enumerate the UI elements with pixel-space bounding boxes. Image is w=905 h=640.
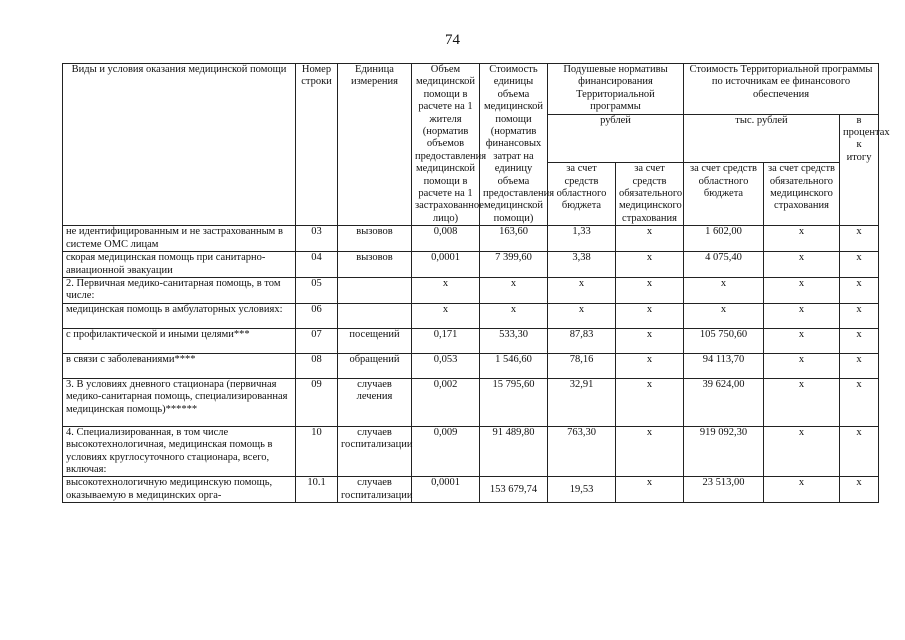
cell-pc-oms: x <box>616 426 684 477</box>
cell-cost-oms: x <box>764 477 840 503</box>
cell-kind: 4. Специализированная, в том числе высокотехнологичная, медицинская помощь в условиях круглосуточного стационара, всего, включая: <box>63 426 296 477</box>
cell-cost-budget: 919 092,30 <box>684 426 764 477</box>
cell-kind: в связи с заболеваниями**** <box>63 353 296 378</box>
cell-kind: с профилактической и иными целями*** <box>63 328 296 353</box>
cell-volume: 0,0001 <box>412 252 480 278</box>
header-regional-budget: за счет средств областного бюджета <box>548 163 616 226</box>
cell-pc-oms: x <box>616 477 684 503</box>
cell-kind: 3. В условиях дневного стационара (первичная медико-санитарная помощь, специализированная медицинская помощь)****** <box>63 378 296 426</box>
table-row <box>63 252 879 278</box>
cell-pc-budget: 78,16 <box>548 353 616 378</box>
cell-kind: 2. Первичная медико-санитарная помощь, в том числе: <box>63 277 296 303</box>
cell-unit: случаев госпитализации <box>338 426 412 477</box>
cell-row-no: 07 <box>296 328 338 353</box>
header-kind: Виды и условия оказания медицинской помощи <box>63 64 296 226</box>
cell-cost: 1 546,60 <box>480 353 548 378</box>
header-cost: Стоимость единицы объема медицинской помощи (норматив финансовых затрат на единицу объема предоставления медицинской помощи) <box>480 64 548 226</box>
cell-unit: вызовов <box>338 252 412 278</box>
cell-cost-oms: x <box>764 252 840 278</box>
cell-volume: 0,053 <box>412 353 480 378</box>
cell-cost: 533,30 <box>480 328 548 353</box>
cell-cost-budget: x <box>684 303 764 328</box>
cell-pc-oms: x <box>616 252 684 278</box>
cell-cost: 163,60 <box>480 226 548 252</box>
header-unit: Единица измерения <box>338 64 412 226</box>
cell-cost-oms: x <box>764 303 840 328</box>
cell-percent: x <box>840 277 879 303</box>
cell-kind: скорая медицинская помощь при санитарно-авиационной эвакуации <box>63 252 296 278</box>
cell-volume: x <box>412 303 480 328</box>
cell-unit: посещений <box>338 328 412 353</box>
cell-percent: x <box>840 477 879 503</box>
cell-pc-budget: 3,38 <box>548 252 616 278</box>
cell-kind: медицинская помощь в амбулаторных условиях: <box>63 303 296 328</box>
header-per-capita-group: Подушевые нормативы финансирования Территориальной программы <box>548 64 684 115</box>
table-row <box>63 303 879 328</box>
cell-unit: вызовов <box>338 226 412 252</box>
cell-volume: 0,002 <box>412 378 480 426</box>
cell-pc-budget: 87,83 <box>548 328 616 353</box>
header-cost-unit: тыс. рублей <box>684 114 840 163</box>
cell-pc-budget: x <box>548 303 616 328</box>
cell-row-no: 03 <box>296 226 338 252</box>
cell-percent: x <box>840 226 879 252</box>
cell-pc-oms: x <box>616 378 684 426</box>
table-row <box>63 426 879 477</box>
header-cost-group: Стоимость Территориальной программы по источникам ее финансового обеспечения <box>684 64 879 115</box>
cell-kind: высокотехнологичную медицинскую помощь, оказываемую в медицинских орга- <box>63 477 296 503</box>
cell-cost-oms: x <box>764 378 840 426</box>
cell-row-no: 08 <box>296 353 338 378</box>
cell-cost: x <box>480 277 548 303</box>
page-number: 74 <box>445 32 460 48</box>
cell-cost-oms: x <box>764 226 840 252</box>
cell-row-no: 04 <box>296 252 338 278</box>
cell-cost-oms: x <box>764 277 840 303</box>
table-header <box>63 64 890 226</box>
cell-pc-budget: 19,53 <box>548 477 616 503</box>
cell-pc-oms: x <box>616 277 684 303</box>
cell-cost-oms: x <box>764 328 840 353</box>
cell-volume: 0,171 <box>412 328 480 353</box>
cell-percent: x <box>840 353 879 378</box>
cell-cost-budget: 23 513,00 <box>684 477 764 503</box>
cell-unit: случаев госпитализации <box>338 477 412 503</box>
cell-unit <box>338 277 412 303</box>
cell-volume: x <box>412 277 480 303</box>
cell-row-no: 09 <box>296 378 338 426</box>
cell-volume: 0,008 <box>412 226 480 252</box>
cell-cost-budget: 39 624,00 <box>684 378 764 426</box>
cell-cost: x <box>480 303 548 328</box>
header-row-no: Номер строки <box>296 64 338 226</box>
cell-percent: x <box>840 378 879 426</box>
cell-volume: 0,0001 <box>412 477 480 503</box>
cell-percent: x <box>840 328 879 353</box>
cell-pc-budget: 32,91 <box>548 378 616 426</box>
cell-cost-budget: x <box>684 277 764 303</box>
cell-pc-oms: x <box>616 353 684 378</box>
cell-kind: не идентифицированным и не застрахованным в системе ОМС лицам <box>63 226 296 252</box>
cell-cost: 91 489,80 <box>480 426 548 477</box>
cell-pc-oms: x <box>616 303 684 328</box>
cell-row-no: 05 <box>296 277 338 303</box>
cell-volume: 0,009 <box>412 426 480 477</box>
financing-table <box>62 63 890 503</box>
cell-cost-oms: x <box>764 353 840 378</box>
header-oms-funds-cost: за счет средств обязательного медицинского страхования <box>764 163 840 226</box>
cell-percent: x <box>840 303 879 328</box>
header-regional-budget-cost: за счет средств областного бюджета <box>684 163 764 226</box>
table-row <box>63 378 879 426</box>
cell-row-no: 10.1 <box>296 477 338 503</box>
table-row <box>63 328 879 353</box>
cell-pc-budget: x <box>548 277 616 303</box>
header-per-capita-unit: рублей <box>548 114 684 163</box>
cell-cost-oms: x <box>764 426 840 477</box>
cell-percent: x <box>840 252 879 278</box>
cell-row-no: 06 <box>296 303 338 328</box>
cell-cost: 15 795,60 <box>480 378 548 426</box>
cell-pc-budget: 1,33 <box>548 226 616 252</box>
cell-unit: обращений <box>338 353 412 378</box>
cell-cost-budget: 4 075,40 <box>684 252 764 278</box>
cell-cost-budget: 1 602,00 <box>684 226 764 252</box>
table-row <box>63 353 879 378</box>
cell-unit: случаев лечения <box>338 378 412 426</box>
cell-cost-budget: 94 113,70 <box>684 353 764 378</box>
cell-cost: 153 679,74 <box>480 477 548 503</box>
table-row <box>63 277 879 303</box>
cell-pc-budget: 763,30 <box>548 426 616 477</box>
table-row <box>63 477 879 503</box>
header-oms-funds: за счет средств обязательного медицинского страхования <box>616 163 684 226</box>
cell-unit <box>338 303 412 328</box>
header-volume: Объем медицинской помощи в расчете на 1 жителя (норматив объемов предоставления медицинской помощи в расчете на 1 застрахованное лицо) <box>412 64 480 226</box>
header-percent: в процентах к итогу <box>840 114 879 226</box>
cell-cost-budget: 105 750,60 <box>684 328 764 353</box>
cell-cost: 7 399,60 <box>480 252 548 278</box>
cell-pc-oms: x <box>616 226 684 252</box>
cell-pc-oms: x <box>616 328 684 353</box>
table-body <box>63 226 879 503</box>
cell-row-no: 10 <box>296 426 338 477</box>
table-row <box>63 226 879 252</box>
cell-percent: x <box>840 426 879 477</box>
